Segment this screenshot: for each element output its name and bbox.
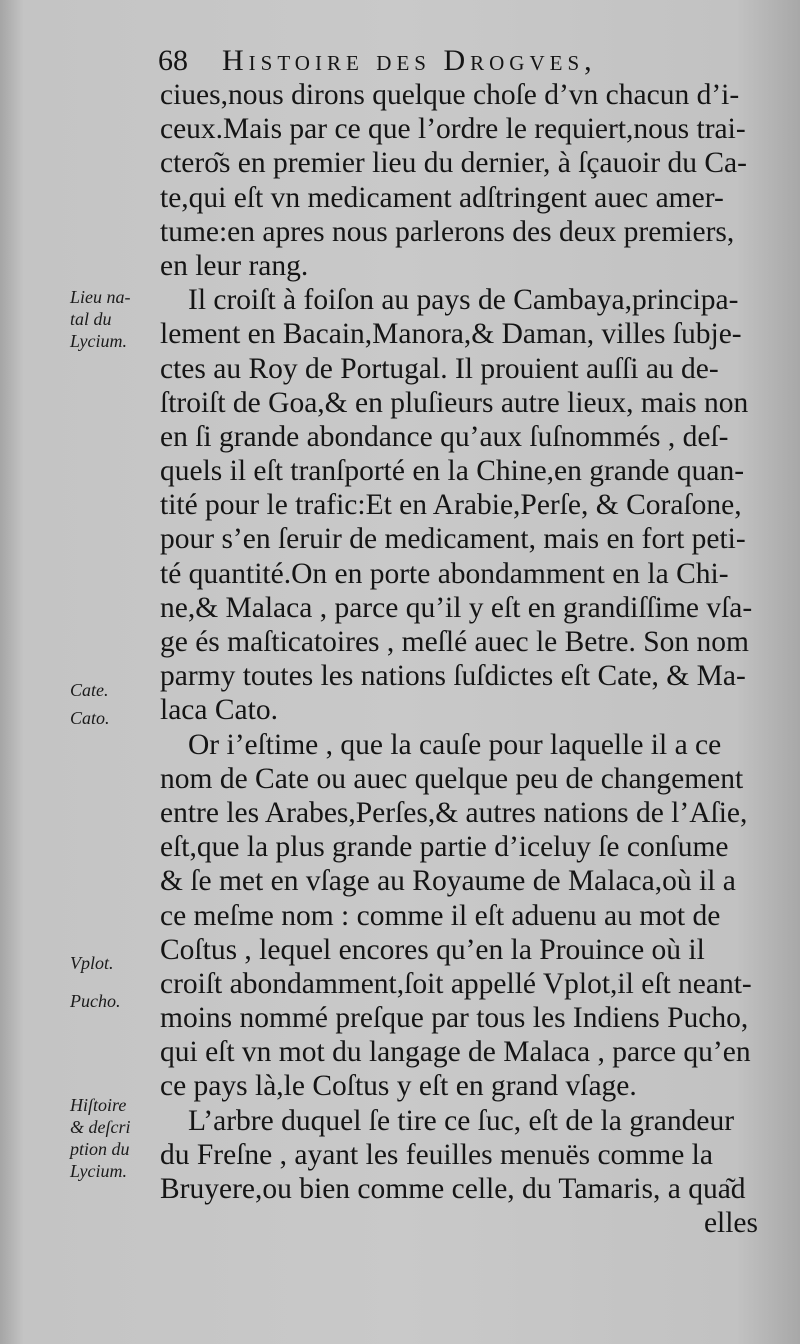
text-line: te,qui eſt vn medicament adſtringent auec amer- [160,181,724,214]
text-line: qui eſt vn mot du langage de Malaca , parce qu’en [160,1036,751,1069]
text-line: nom de Cate ou auec quelque peu de changement [160,762,744,795]
text-line: entre les Arabes,Perſes,& autres nations de l’Aſie, [160,796,748,829]
text-line: Coſtus , lequel encores qu’en la Prouince où il [160,933,705,966]
marginal-note-cate [70,676,162,732]
text-line: ne,& Malaca , parce qu’il y eſt en grandiſſime vſa- [160,591,753,624]
text-line: quels il eſt tranſporté en la Chine,en grande quan- [160,455,745,488]
body-text [160,78,772,1240]
text-line: moins nommé preſque par tous les Indiens Pucho, [160,1002,749,1035]
text-line: té quantité.On en porte abondamment en la Chi- [160,557,729,590]
marginal-note-line: Hiſtoire [70,1095,127,1115]
marginal-note-line: Lycium. [70,1161,127,1181]
text-line: ceux.Mais par ce que l’ordre le requiert,nous trai- [160,113,746,146]
marginal-note-line: Lycium. [70,331,127,351]
running-title: Histoire des Drogves, [222,44,597,77]
text-line: L’arbre duquel ſe tire ce ſuc, eſt de la grandeur [188,1104,735,1137]
text-line: ciues,nous dirons quelque choſe d’vn chacun d’i- [160,79,740,111]
marginal-note-line: Pucho. [70,991,121,1011]
text-line: Or i’eſtime , que la cauſe pour laquelle il a ce [188,728,722,761]
text-line: tume:en apres nous parlerons des deux premiers, [160,215,735,248]
text-line: eſt,que la plus grande partie d’iceluy ſe conſume [160,831,729,864]
marginal-note-lieu-natal [70,286,162,352]
page-number: 68 [158,44,188,77]
text-line: croiſt abondamment,ſoit appellé Vplot,il eſt neant- [160,967,752,1000]
text-line: en ſi grande abondance qu’aux ſuſnommés , deſ- [160,420,729,453]
marginal-note-pucho [70,990,162,1012]
text-line: lement en Bacain,Manora,& Daman, villes ſubje- [160,318,742,351]
marginal-note-line: Cato. [70,708,110,728]
text-line: ctes au Roy de Portugal. Il prouient auſſi au de- [160,352,719,385]
text-line: ctero͂s en premier lieu du dernier, à ſçauoir du Ca- [160,147,747,180]
text-line: ge és maſticatoires , meſlé auec le Betre. Son nom [160,626,749,658]
text-line: Bruyere,ou bien comme celle, du Tamaris, a qua͂d [160,1173,746,1205]
text-line: parmy toutes les nations ſuſdictes eſt Cate, & Ma- [160,660,746,693]
marginal-note-histoire [70,1094,162,1182]
marginal-note-line: Lieu na- [70,287,131,307]
marginal-note-line: & deſcri [70,1117,131,1137]
marginal-note-line: tal du [70,309,112,329]
text-line: ſtroiſt de Goa,& en pluſieurs autre lieux, mais non [160,386,749,419]
text-line: ce meſme nom : comme il eſt aduenu au mot de [160,899,721,932]
marginal-note-vplot [70,952,162,974]
text-line: & ſe met en vſage au Royaume de Malaca,où il a [160,865,736,898]
text-line: ce pays là,le Coſtus y eſt en grand vſage. [160,1070,637,1103]
text-line: en leur rang. [160,249,309,282]
marginal-note-line: Vplot. [70,953,114,973]
text-line: du Freſne , ayant les feuilles menuës comme la [160,1138,713,1171]
catchword: elles [703,1207,758,1240]
marginal-note-line: Cate. [70,680,109,700]
text-line: tité pour le trafic:Et en Arabie,Perſe, & Coraſone, [160,489,742,522]
text-line: Il croiſt à foiſon au pays de Cambaya,principa- [188,284,739,317]
marginal-note-line: ption du [70,1139,130,1159]
text-line: laca Cato. [160,694,278,727]
text-line: pour s’en ſeruir de medicament, mais en fort peti- [160,523,746,556]
